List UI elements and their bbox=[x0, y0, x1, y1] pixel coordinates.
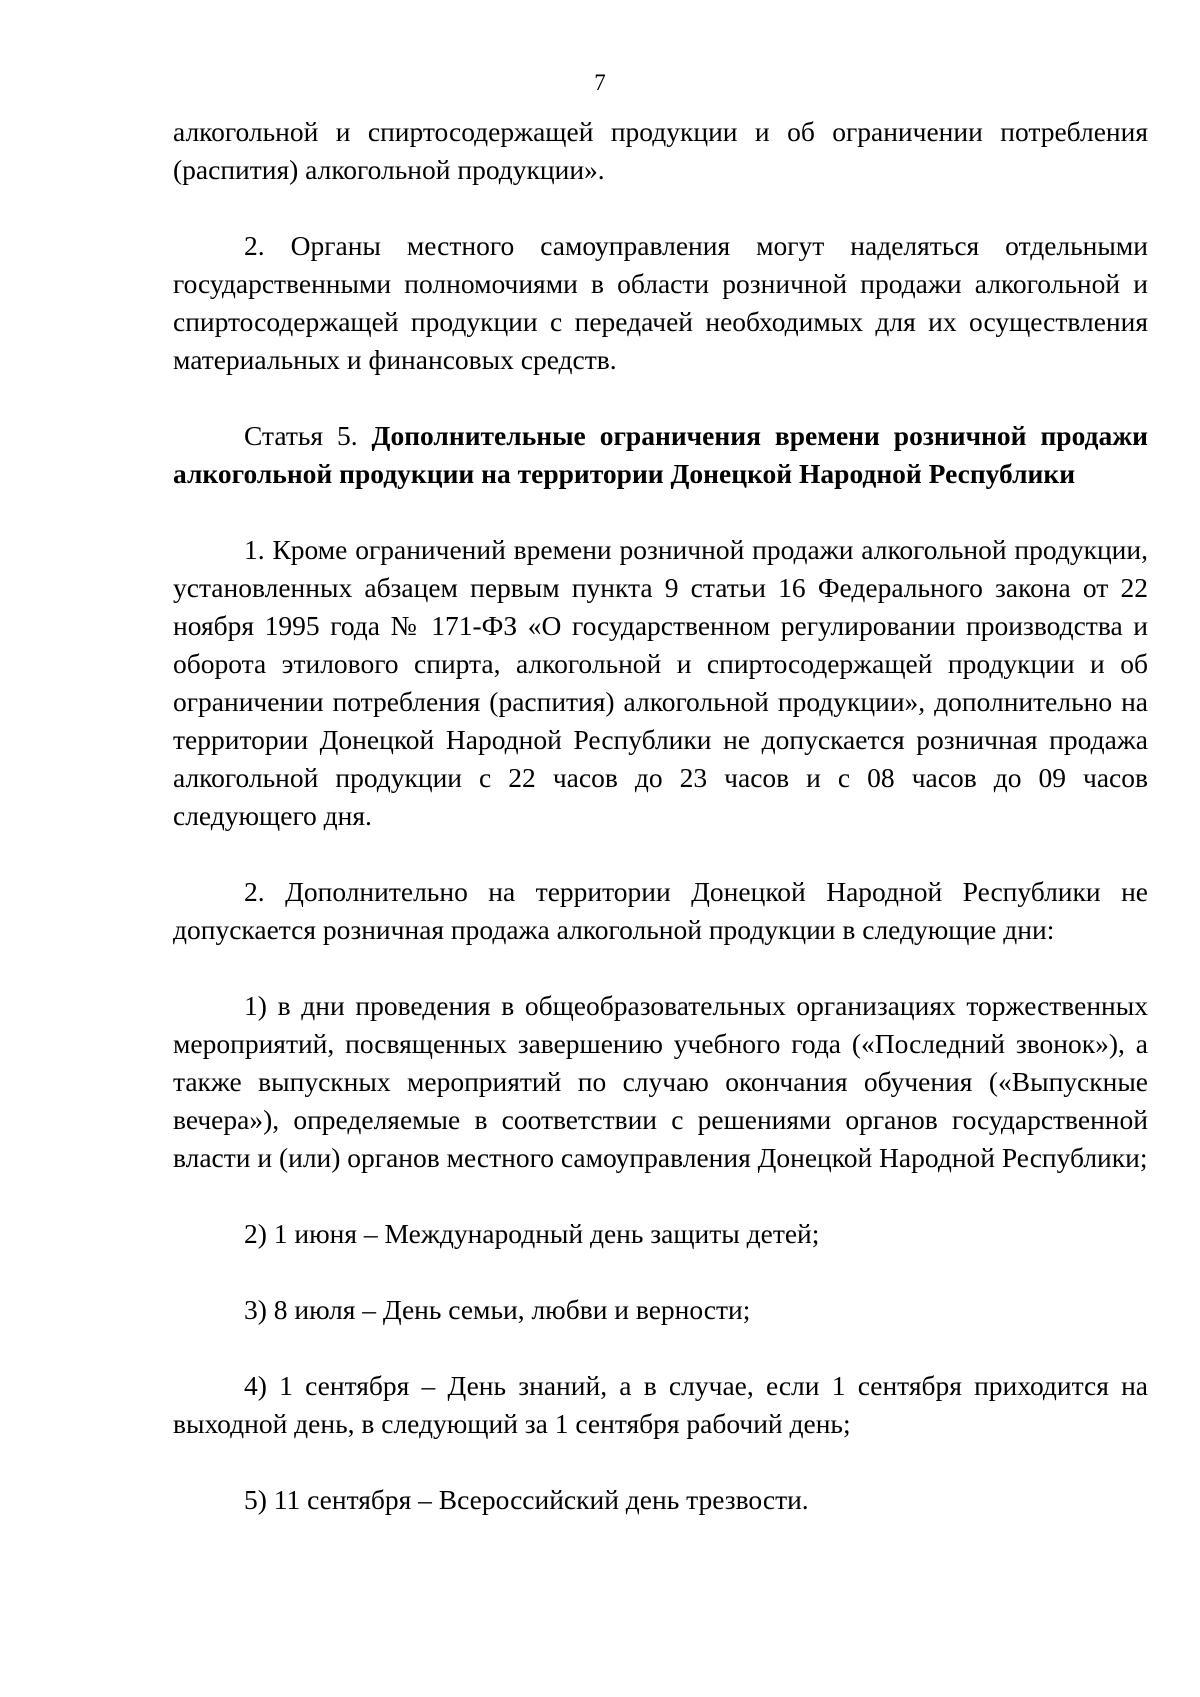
paragraph-item-2-day-restrictions: 2. Дополнительно на территории Донецкой Народной Республики не допускается розничная продажа алкогольной продукции в следующие дни: bbox=[173, 876, 1148, 945]
page-number: 7 bbox=[594, 70, 606, 95]
paragraph-continuation: алкогольной и спиртосодержащей продукции и об ограничении потребления (распития) алкогольной продукции». bbox=[173, 116, 1148, 185]
list-item-5-sobriety-day: 5) 11 сентября – Всероссийский день трезвости. bbox=[244, 1484, 809, 1515]
list-item-3-family-day: 3) 8 июля – День семьи, любви и верности; bbox=[244, 1294, 751, 1325]
document-body bbox=[173, 113, 1148, 1519]
list-item-4-knowledge-day: 4) 1 сентября – День знаний, а в случае, если 1 сентября приходится на выходной день, в следующий за 1 сентября рабочий день; bbox=[173, 1370, 1148, 1439]
paragraph-item-1-time-restrictions: 1. Кроме ограничений времени розничной продажи алкогольной продукции, установленных абзацем первым пункта 9 статьи 16 Федерального закона от 22 ноября 1995 года № 171-ФЗ «О государственном регулировании производства и оборота этилового спирта, алкогольной и спиртосодержащей продукции и об ограничении потребления (распития) алкогольной продукции», дополнительно на территории Донецкой Народной Республики не допускается розничная продажа алкогольной продукции с 22 часов до 23 часов и с 08 часов до 09 часов следующего дня. bbox=[173, 534, 1148, 831]
paragraph-item-2-local-government: 2. Органы местного самоуправления могут наделяться отдельными государственными полномочиями в области розничной продажи алкогольной и спиртосодержащей продукции с передачей необходимых для их осуществления материальных и финансовых средств. bbox=[173, 230, 1148, 375]
list-item-2-childrens-day: 2) 1 июня – Международный день защиты детей; bbox=[244, 1218, 820, 1249]
article-5-heading bbox=[173, 417, 1148, 493]
article-number: Статья 5. bbox=[244, 420, 372, 451]
article-title: Дополнительные ограничения времени розничной продажи алкогольной продукции на территории Донецкой Народной Республики bbox=[173, 420, 1148, 489]
list-item-1-graduation: 1) в дни проведения в общеобразовательных организациях торжественных мероприятий, посвященных завершению учебного года («Последний звонок»), а также выпускных мероприятий по случаю окончания обучения («Выпускные вечера»), определяемые в соответствии с решениями органов государственной власти и (или) органов местного самоуправления Донецкой Народной Республики; bbox=[173, 990, 1148, 1173]
